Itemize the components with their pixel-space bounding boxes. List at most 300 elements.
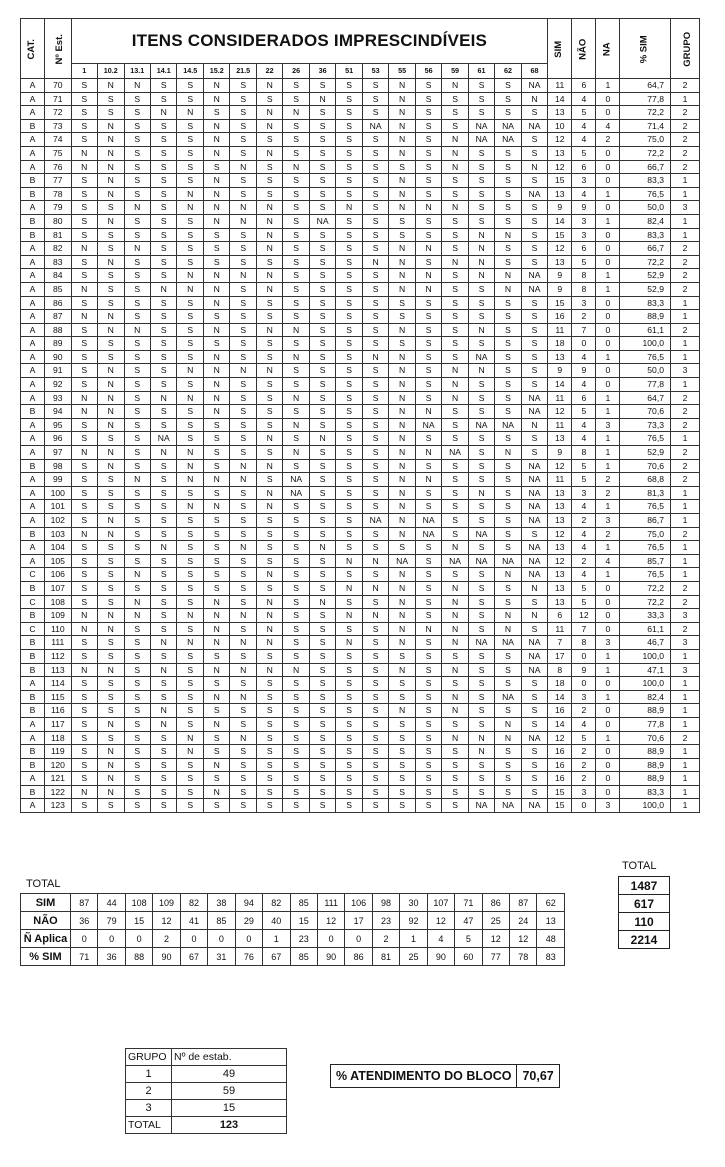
totals-value-cell: 62 <box>537 894 565 912</box>
table-row <box>21 337 700 351</box>
item-cell: N <box>71 785 97 799</box>
na-count-cell: 1 <box>596 350 620 364</box>
item-cell: S <box>177 704 203 718</box>
table-row <box>21 799 700 813</box>
na-count-cell: 0 <box>596 201 620 215</box>
item-cell: S <box>230 649 256 663</box>
item-cell: S <box>521 106 548 120</box>
item-cell: S <box>362 418 388 432</box>
sim-count-cell: 12 <box>548 554 572 568</box>
item-cell: S <box>309 486 335 500</box>
item-cell: S <box>98 568 124 582</box>
totals-value-cell: 106 <box>345 894 372 912</box>
item-cell: S <box>71 745 97 759</box>
item-cell: S <box>230 595 256 609</box>
na-count-cell: 0 <box>596 717 620 731</box>
nao-count-cell: 2 <box>572 554 596 568</box>
item-cell: N <box>389 704 415 718</box>
item-cell: NA <box>468 350 494 364</box>
item-cell: S <box>230 758 256 772</box>
item-cell: S <box>495 500 521 514</box>
item-cell: S <box>362 214 388 228</box>
item-cell: N <box>442 690 468 704</box>
grupo-cell: 2 <box>671 282 700 296</box>
item-cell: S <box>336 378 362 392</box>
item-cell: N <box>203 663 229 677</box>
item-cell: S <box>442 350 468 364</box>
item-cell: S <box>468 282 494 296</box>
sim-count-cell: 13 <box>548 106 572 120</box>
est-number-cell: 87 <box>45 310 71 324</box>
item-cell: S <box>495 663 521 677</box>
pct-sim-cell: 73,3 <box>620 418 671 432</box>
pct-sim-cell: 82,4 <box>620 214 671 228</box>
item-cell: S <box>336 527 362 541</box>
category-cell: A <box>21 160 45 174</box>
item-cell: NA <box>521 514 548 528</box>
item-cell: S <box>151 418 177 432</box>
item-cell: N <box>415 446 441 460</box>
grupo-cell: 3 <box>671 609 700 623</box>
item-cell: S <box>98 228 124 242</box>
item-cell: S <box>362 636 388 650</box>
est-number-cell: 84 <box>45 269 71 283</box>
nao-count-cell: 3 <box>572 228 596 242</box>
grupo-cell: 3 <box>671 636 700 650</box>
item-cell: N <box>283 391 309 405</box>
item-cell: N <box>230 160 256 174</box>
pct-sim-cell: 85,7 <box>620 554 671 568</box>
item-cell: N <box>98 622 124 636</box>
totals-value-cell: 82 <box>263 894 290 912</box>
est-number-cell: 101 <box>45 500 71 514</box>
table-row <box>21 622 700 636</box>
item-cell: S <box>230 255 256 269</box>
item-cell: NA <box>442 554 468 568</box>
item-cell: S <box>124 106 150 120</box>
est-number-cell: 86 <box>45 296 71 310</box>
item-cell: S <box>283 609 309 623</box>
grupo-cell: 1 <box>671 92 700 106</box>
item-cell: N <box>124 595 150 609</box>
item-cell: S <box>495 649 521 663</box>
item-cell: S <box>151 554 177 568</box>
item-cell: S <box>495 378 521 392</box>
item-cell: S <box>415 255 441 269</box>
sim-count-cell: 11 <box>548 622 572 636</box>
item-cell: S <box>442 106 468 120</box>
item-cell: S <box>362 391 388 405</box>
item-cell: S <box>521 704 548 718</box>
table-row <box>21 731 700 745</box>
item-cell: S <box>256 717 282 731</box>
table-row <box>21 405 700 419</box>
item-cell: S <box>521 677 548 691</box>
item-cell: S <box>442 459 468 473</box>
sim-count-cell: 16 <box>548 772 572 786</box>
grupo-cell: 2 <box>671 79 700 93</box>
item-cell: NA <box>415 527 441 541</box>
item-cell: S <box>521 446 548 460</box>
item-cell: S <box>495 391 521 405</box>
item-cell: S <box>336 296 362 310</box>
item-cell: S <box>336 595 362 609</box>
item-cell: S <box>283 364 309 378</box>
item-cell: N <box>98 717 124 731</box>
item-cell: S <box>521 133 548 147</box>
sim-count-cell: 13 <box>548 187 572 201</box>
item-cell: S <box>177 255 203 269</box>
est-number-cell: 103 <box>45 527 71 541</box>
item-cell: S <box>283 527 309 541</box>
item-cell: S <box>389 296 415 310</box>
pct-sim-cell: 50,0 <box>620 364 671 378</box>
na-count-cell: 2 <box>596 486 620 500</box>
item-cell: S <box>389 717 415 731</box>
item-cell: S <box>521 214 548 228</box>
item-cell: N <box>283 106 309 120</box>
item-cell: N <box>442 663 468 677</box>
item-cell: S <box>151 486 177 500</box>
sim-count-cell: 13 <box>548 255 572 269</box>
item-cell: S <box>177 418 203 432</box>
item-cell: N <box>256 609 282 623</box>
item-cell: S <box>177 595 203 609</box>
sim-count-cell: 15 <box>548 296 572 310</box>
item-cell: N <box>389 527 415 541</box>
table-row <box>21 391 700 405</box>
item-cell: S <box>309 350 335 364</box>
item-cell: S <box>336 473 362 487</box>
item-cell: S <box>98 690 124 704</box>
item-cell: S <box>177 323 203 337</box>
item-cell: N <box>177 745 203 759</box>
item-cell: S <box>468 622 494 636</box>
item-cell: S <box>71 514 97 528</box>
item-cell: S <box>256 391 282 405</box>
item-cell: NA <box>521 119 548 133</box>
item-cell: S <box>71 187 97 201</box>
item-cell: S <box>389 214 415 228</box>
category-cell: A <box>21 717 45 731</box>
item-cell: N <box>124 242 150 256</box>
item-cell: S <box>124 785 150 799</box>
item-cell: S <box>98 92 124 106</box>
nao-count-cell: 3 <box>572 690 596 704</box>
table-row <box>21 201 700 215</box>
item-cell: S <box>177 568 203 582</box>
item-cell: S <box>309 731 335 745</box>
item-cell: N <box>256 364 282 378</box>
est-number-cell: 109 <box>45 609 71 623</box>
item-cell: S <box>124 405 150 419</box>
item-cell: S <box>495 486 521 500</box>
item-cell: S <box>442 282 468 296</box>
category-cell: A <box>21 296 45 310</box>
item-cell: S <box>203 514 229 528</box>
category-cell: A <box>21 133 45 147</box>
item-cell: S <box>283 378 309 392</box>
item-cell: S <box>124 432 150 446</box>
grupo-cell: 2 <box>671 405 700 419</box>
totals-caption: TOTAL <box>26 878 61 890</box>
totals-value-cell: 41 <box>180 912 207 930</box>
category-cell: A <box>21 337 45 351</box>
item-cell: S <box>415 717 441 731</box>
totals-value-cell: 86 <box>345 948 372 966</box>
item-cell: S <box>230 146 256 160</box>
item-cell: S <box>362 92 388 106</box>
table-row <box>21 581 700 595</box>
pct-sim-cell: 100,0 <box>620 337 671 351</box>
item-cell: S <box>495 704 521 718</box>
item-cell: S <box>442 296 468 310</box>
est-number-cell: 92 <box>45 378 71 392</box>
item-cell: N <box>283 323 309 337</box>
item-cell: S <box>256 799 282 813</box>
item-cell: S <box>442 174 468 188</box>
grupo-number-cell: 2 <box>126 1083 172 1100</box>
pct-sim-cell: 52,9 <box>620 282 671 296</box>
item-cell: N <box>442 541 468 555</box>
table-row <box>21 649 700 663</box>
category-cell: C <box>21 622 45 636</box>
item-cell: S <box>336 514 362 528</box>
item-cell: S <box>415 337 441 351</box>
item-cell: N <box>177 473 203 487</box>
grupo-cell: 1 <box>671 432 700 446</box>
item-cell: N <box>442 79 468 93</box>
est-number-cell: 120 <box>45 758 71 772</box>
item-cell: S <box>230 350 256 364</box>
item-cell: S <box>283 717 309 731</box>
na-count-cell: 1 <box>596 541 620 555</box>
item-cell: N <box>203 717 229 731</box>
grupo-cell: 2 <box>671 391 700 405</box>
item-cell: S <box>203 649 229 663</box>
item-cell: S <box>389 772 415 786</box>
item-cell: S <box>124 677 150 691</box>
totals-value-cell: 36 <box>98 948 125 966</box>
pct-sim-cell: 61,1 <box>620 622 671 636</box>
sim-count-cell: 12 <box>548 160 572 174</box>
item-cell: N <box>98 527 124 541</box>
item-cell: N <box>521 581 548 595</box>
item-cell: S <box>151 146 177 160</box>
item-cell: N <box>203 323 229 337</box>
item-cell: S <box>177 214 203 228</box>
nao-count-cell: 3 <box>572 214 596 228</box>
item-cell: S <box>468 595 494 609</box>
totals-value-cell: 44 <box>98 894 125 912</box>
nao-count-cell: 2 <box>572 745 596 759</box>
item-cell: S <box>336 758 362 772</box>
est-number-cell: 110 <box>45 622 71 636</box>
grupo-cell: 2 <box>671 146 700 160</box>
item-number-header: 59 <box>442 64 468 79</box>
item-cell: N <box>256 201 282 215</box>
item-cell: S <box>203 160 229 174</box>
item-cell: S <box>415 160 441 174</box>
category-cell: A <box>21 514 45 528</box>
sim-count-cell: 9 <box>548 446 572 460</box>
category-cell: A <box>21 731 45 745</box>
category-cell: B <box>21 214 45 228</box>
item-cell: N <box>442 731 468 745</box>
item-cell: S <box>151 731 177 745</box>
item-cell: S <box>124 731 150 745</box>
item-number-header: 14.5 <box>177 64 203 79</box>
item-cell: S <box>442 500 468 514</box>
sim-count-cell: 18 <box>548 337 572 351</box>
est-header: Nº Est. <box>45 19 71 79</box>
item-cell: S <box>415 486 441 500</box>
item-cell: S <box>415 174 441 188</box>
est-number-cell: 116 <box>45 704 71 718</box>
item-cell: NA <box>283 486 309 500</box>
item-cell: S <box>230 799 256 813</box>
item-cell: S <box>151 473 177 487</box>
item-cell: NA <box>495 133 521 147</box>
item-cell: N <box>203 119 229 133</box>
item-cell: S <box>336 500 362 514</box>
item-cell: S <box>336 174 362 188</box>
item-cell: S <box>256 785 282 799</box>
est-number-cell: 100 <box>45 486 71 500</box>
item-cell: N <box>71 663 97 677</box>
est-number-cell: 122 <box>45 785 71 799</box>
item-cell: S <box>495 677 521 691</box>
table-row <box>21 350 700 364</box>
pct-sim-cell: 77,8 <box>620 717 671 731</box>
table-row <box>21 79 700 93</box>
totals-value-cell: 82 <box>180 894 207 912</box>
item-cell: NA <box>309 214 335 228</box>
category-cell: B <box>21 785 45 799</box>
item-cell: S <box>177 119 203 133</box>
pct-sim-cell: 46,7 <box>620 636 671 650</box>
totals-value-cell: 71 <box>71 948 98 966</box>
item-cell: S <box>336 677 362 691</box>
totals-value-cell: 48 <box>537 930 565 948</box>
na-count-cell: 1 <box>596 282 620 296</box>
item-cell: S <box>71 214 97 228</box>
table-row <box>21 663 700 677</box>
table-row <box>21 296 700 310</box>
na-count-cell: 1 <box>596 459 620 473</box>
table-row <box>21 378 700 392</box>
item-cell: S <box>124 514 150 528</box>
item-cell: N <box>389 133 415 147</box>
item-cell: S <box>468 432 494 446</box>
item-cell: NA <box>468 636 494 650</box>
nao-count-cell: 4 <box>572 119 596 133</box>
item-cell: S <box>177 310 203 324</box>
item-cell: S <box>336 364 362 378</box>
nao-count-cell: 2 <box>572 772 596 786</box>
item-cell: S <box>283 174 309 188</box>
na-count-cell: 0 <box>596 704 620 718</box>
item-cell: N <box>177 282 203 296</box>
totals-value-cell: 83 <box>537 948 565 966</box>
item-cell: S <box>468 146 494 160</box>
item-cell: S <box>283 79 309 93</box>
item-cell: S <box>283 785 309 799</box>
item-cell: N <box>389 323 415 337</box>
totals-value-cell: 12 <box>510 930 537 948</box>
item-cell: S <box>177 772 203 786</box>
nao-count-cell: 9 <box>572 364 596 378</box>
item-cell: S <box>98 799 124 813</box>
item-cell: S <box>230 79 256 93</box>
pct-sim-cell: 76,5 <box>620 432 671 446</box>
grand-total-value: 1487 <box>619 877 670 895</box>
item-cell: S <box>309 785 335 799</box>
est-number-cell: 81 <box>45 228 71 242</box>
grupo-cell: 1 <box>671 690 700 704</box>
item-cell: S <box>389 337 415 351</box>
nao-count-cell: 5 <box>572 731 596 745</box>
item-cell: S <box>177 337 203 351</box>
totals-value-cell: 85 <box>290 894 317 912</box>
totals-value-cell: 60 <box>455 948 482 966</box>
item-cell: S <box>468 514 494 528</box>
item-cell: S <box>468 106 494 120</box>
item-cell: NA <box>521 459 548 473</box>
item-cell: N <box>203 92 229 106</box>
item-cell: S <box>230 717 256 731</box>
item-cell: N <box>71 242 97 256</box>
nao-count-cell: 5 <box>572 146 596 160</box>
item-cell: S <box>415 554 441 568</box>
item-cell: S <box>151 228 177 242</box>
item-cell: S <box>203 446 229 460</box>
item-cell: S <box>71 79 97 93</box>
table-row <box>21 595 700 609</box>
item-cell: S <box>151 364 177 378</box>
item-cell: NA <box>362 119 388 133</box>
item-cell: S <box>283 255 309 269</box>
item-cell: S <box>256 418 282 432</box>
item-cell: N <box>203 636 229 650</box>
item-cell: S <box>124 146 150 160</box>
item-cell: S <box>256 255 282 269</box>
item-cell: S <box>124 649 150 663</box>
item-cell: S <box>98 432 124 446</box>
item-cell: S <box>468 772 494 786</box>
item-cell: S <box>336 187 362 201</box>
item-cell: N <box>362 255 388 269</box>
item-cell: S <box>309 704 335 718</box>
totals-value-cell: 12 <box>482 930 509 948</box>
item-cell: S <box>309 690 335 704</box>
category-cell: A <box>21 391 45 405</box>
item-cell: S <box>230 745 256 759</box>
item-cell: N <box>256 214 282 228</box>
pct-sim-cell: 76,5 <box>620 187 671 201</box>
item-cell: N <box>256 146 282 160</box>
item-cell: S <box>283 649 309 663</box>
pct-sim-cell: 72,2 <box>620 106 671 120</box>
item-cell: S <box>309 636 335 650</box>
totals-value-cell: 1 <box>263 930 290 948</box>
item-cell: S <box>415 595 441 609</box>
item-cell: S <box>415 187 441 201</box>
item-cell: N <box>389 282 415 296</box>
grupo-number-cell: 1 <box>126 1066 172 1083</box>
grupo-number-cell: 3 <box>126 1100 172 1117</box>
na-count-cell: 1 <box>596 432 620 446</box>
